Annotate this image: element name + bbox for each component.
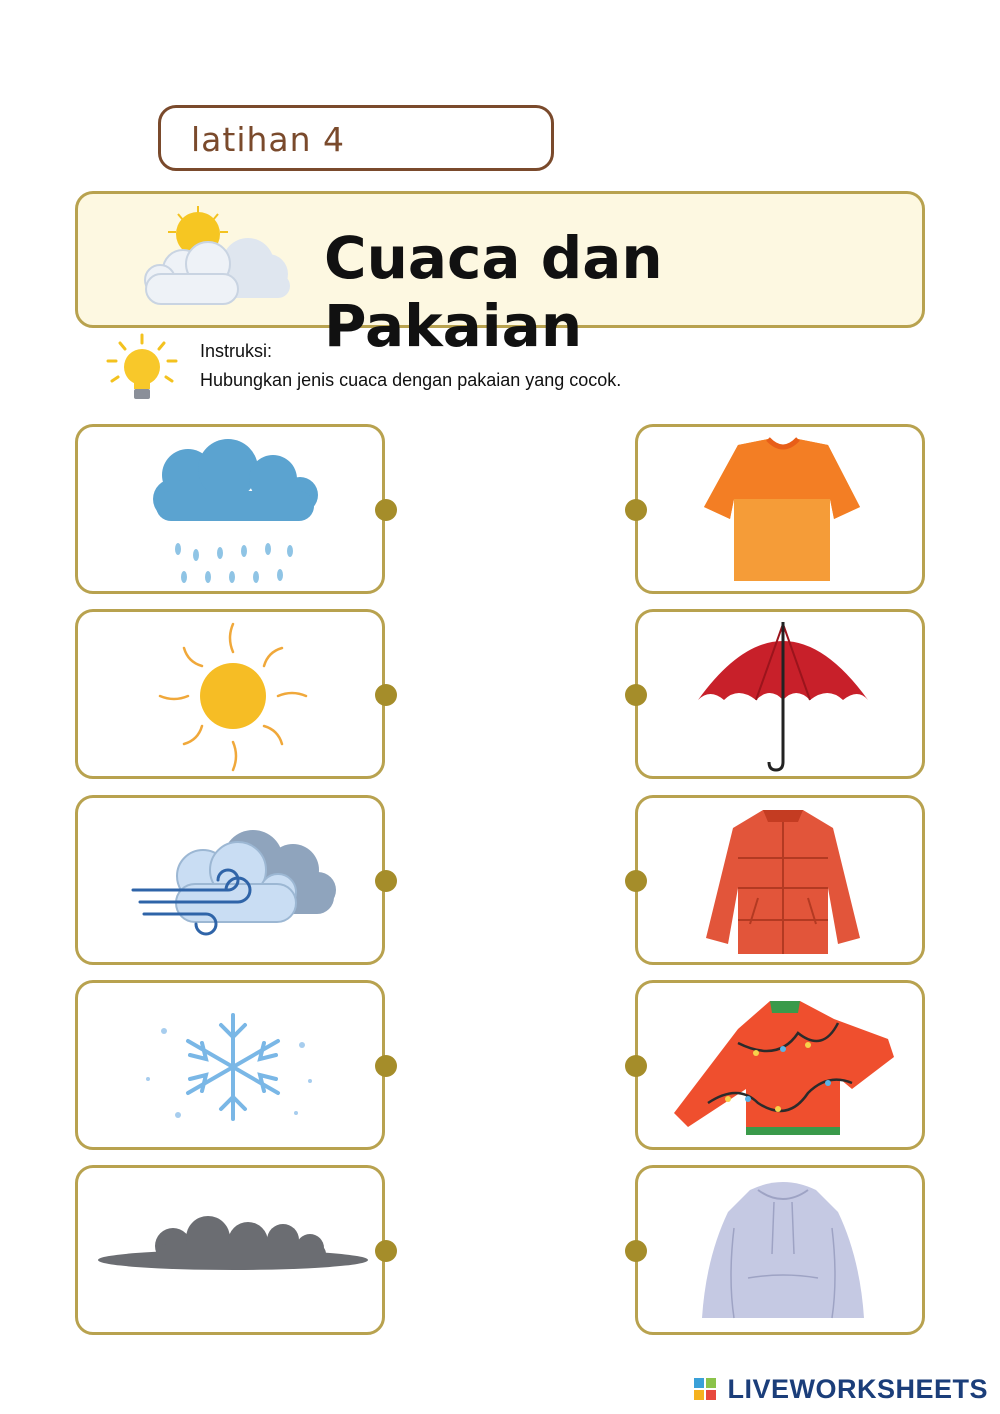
rain-cloud-icon [78, 427, 388, 597]
instructions-label: Instruksi: [200, 341, 273, 361]
clothing-card-umbrella [635, 609, 925, 779]
weather-connector-dot[interactable] [375, 1055, 397, 1077]
umbrella-icon [638, 612, 928, 782]
exercise-label-box [158, 105, 554, 171]
brand-wordmark[interactable]: LIVEWORKSHEETS [727, 1374, 988, 1404]
liveworksheets-logo-icon [694, 1378, 716, 1402]
instructions-text: Hubungkan jenis cuaca dengan pakaian yang cocok. [200, 370, 622, 390]
clothing-card-hoodie [635, 1165, 925, 1335]
clothing-card-sweater [635, 980, 925, 1150]
hoodie-icon [638, 1168, 928, 1338]
weather-card-windy [75, 795, 385, 965]
weather-card-sunny [75, 609, 385, 779]
snowflake-icon [78, 983, 388, 1153]
sun-cloud-icon [138, 202, 298, 312]
sweater-icon [638, 983, 928, 1153]
weather-card-cloudy [75, 1165, 385, 1335]
windy-cloud-icon [78, 798, 388, 968]
puffer-jacket-icon [638, 798, 928, 968]
dark-cloud-icon [78, 1168, 388, 1338]
clothing-connector-dot[interactable] [625, 499, 647, 521]
exercise-label: latihan 4 [191, 120, 346, 159]
weather-connector-dot[interactable] [375, 499, 397, 521]
weather-connector-dot[interactable] [375, 870, 397, 892]
page-title: Cuaca dan Pakaian [324, 224, 663, 360]
clothing-connector-dot[interactable] [625, 1240, 647, 1262]
weather-connector-dot[interactable] [375, 1240, 397, 1262]
sun-icon [78, 612, 388, 782]
clothing-connector-dot[interactable] [625, 684, 647, 706]
lightbulb-icon [104, 333, 180, 405]
weather-card-rain [75, 424, 385, 594]
tshirt-icon [638, 427, 928, 597]
weather-connector-dot[interactable] [375, 684, 397, 706]
clothing-connector-dot[interactable] [625, 1055, 647, 1077]
clothing-card-jacket [635, 795, 925, 965]
clothing-card-tshirt [635, 424, 925, 594]
clothing-connector-dot[interactable] [625, 870, 647, 892]
weather-card-snow [75, 980, 385, 1150]
